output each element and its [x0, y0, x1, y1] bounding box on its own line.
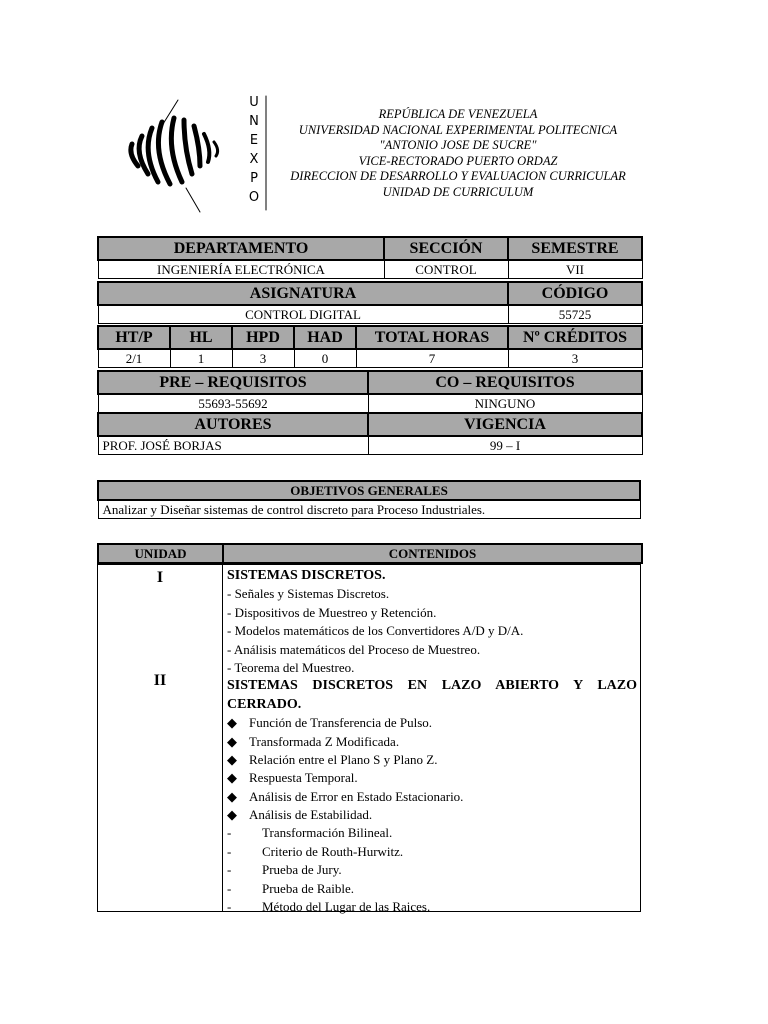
list-item-text: Función de Transferencia de Pulso.	[249, 715, 433, 731]
unidad-ii: II	[153, 672, 167, 689]
dash-bullet-icon: -	[227, 862, 232, 878]
co-requisitos-header: CO – REQUISITOS	[368, 371, 642, 394]
unexpo-emblem-icon	[118, 92, 270, 216]
list-item-text: Relación entre el Plano S y Plano Z.	[249, 751, 438, 767]
seccion-header: SECCIÓN	[384, 237, 508, 260]
creditos-header: Nº CRÉDITOS	[508, 326, 642, 349]
hpd-value: 3	[232, 349, 294, 368]
unidad-i: I	[156, 569, 164, 586]
list-item: - Señales y Sistemas Discretos.	[227, 586, 390, 602]
list-item-text: Transformada Z Modificada.	[249, 733, 400, 749]
departamento-header: DEPARTAMENTO	[98, 237, 384, 260]
subject-table	[97, 281, 643, 324]
total-horas-value: 7	[356, 349, 508, 368]
dash-bullet-icon: -	[227, 880, 232, 896]
sub-item	[227, 824, 637, 842]
section-title: SISTEMAS DISCRETOS.	[227, 568, 386, 583]
header-line: VICE-RECTORADO PUERTO ORDAZ	[358, 153, 558, 168]
list-item	[227, 806, 637, 824]
sub-item-text: Prueba de Raible.	[262, 880, 355, 896]
htp-value: 2/1	[98, 349, 170, 368]
sub-item-text: Prueba de Jury.	[262, 862, 342, 878]
list-item	[227, 769, 637, 787]
logo-letter: O	[248, 190, 260, 205]
sub-item	[227, 843, 637, 861]
pre-requisitos-value: 55693-55692	[98, 394, 368, 413]
list-item: - Modelos matemáticos de los Convertidores A/D y D/A.	[227, 623, 524, 639]
section-title: CERRADO.	[227, 696, 302, 712]
htp-header: HT/P	[98, 326, 170, 349]
diamond-bullet-icon: ◆	[227, 770, 237, 786]
logo-letter: P	[250, 171, 258, 186]
header-line: "ANTONIO JOSE DE SUCRE"	[379, 138, 537, 152]
hpd-header: HPD	[232, 326, 294, 349]
contenidos-list	[227, 567, 637, 916]
objetivos-text: Analizar y Diseñar sistemas de control discreto para Proceso Industriales.	[98, 500, 640, 519]
requisites-table	[97, 370, 643, 455]
list-item	[227, 733, 637, 751]
had-value: 0	[294, 349, 356, 368]
seccion-value: CONTROL	[384, 260, 508, 279]
logo-letter: U	[249, 95, 259, 110]
contenidos-body	[97, 564, 641, 915]
header-line: DIRECCION DE DESARROLLO Y EVALUACION CURRICULAR	[290, 169, 626, 183]
header-line: REPÚBLICA DE VENEZUELA	[378, 107, 538, 121]
logo-letter: X	[249, 152, 259, 167]
unidad-header: UNIDAD	[98, 544, 223, 563]
list-item: - Análisis matemáticos del Proceso de Muestreo.	[227, 641, 481, 657]
pre-requisitos-header: PRE – REQUISITOS	[98, 371, 368, 394]
list-item: - Teorema del Muestreo.	[227, 659, 355, 675]
dash-bullet-icon: -	[227, 843, 232, 859]
sub-item-text: Criterio de Routh-Hurwitz.	[262, 843, 404, 859]
hours-table	[97, 325, 643, 368]
sub-item	[227, 898, 637, 916]
vigencia-value: 99 – I	[368, 436, 642, 455]
diamond-bullet-icon: ◆	[227, 715, 237, 731]
department-table	[97, 236, 643, 279]
autores-value: PROF. JOSÉ BORJAS	[98, 436, 368, 455]
contenidos-header-table	[97, 543, 643, 564]
codigo-header: CÓDIGO	[508, 282, 642, 305]
objetivos-table	[97, 480, 641, 519]
list-item-text: Análisis de Estabilidad.	[249, 807, 373, 823]
column-divider	[222, 565, 223, 911]
hl-value: 1	[170, 349, 232, 368]
list-item-text: Respuesta Temporal.	[249, 770, 358, 786]
sub-item	[227, 861, 637, 879]
diamond-bullet-icon: ◆	[227, 751, 237, 767]
dash-bullet-icon: -	[227, 825, 232, 841]
header-line: UNIDAD DE CURRICULUM	[382, 184, 534, 199]
list-item	[227, 788, 637, 806]
unexpo-logo	[118, 92, 270, 216]
list-item	[227, 751, 637, 769]
codigo-value: 55725	[508, 305, 642, 324]
contenidos-header: CONTENIDOS	[223, 544, 642, 563]
asignatura-value: CONTROL DIGITAL	[98, 305, 508, 324]
had-header: HAD	[294, 326, 356, 349]
dash-bullet-icon: -	[227, 899, 232, 915]
section-title: SISTEMAS DISCRETOS EN LAZO ABIERTO Y LAZO	[227, 678, 637, 694]
semestre-value: VII	[508, 260, 642, 279]
institution-header	[280, 107, 636, 200]
autores-header: AUTORES	[98, 413, 368, 436]
hl-header: HL	[170, 326, 232, 349]
co-requisitos-value: NINGUNO	[368, 394, 642, 413]
vigencia-header: VIGENCIA	[368, 413, 642, 436]
diamond-bullet-icon: ◆	[227, 733, 237, 749]
diamond-bullet-icon: ◆	[227, 807, 237, 823]
total-horas-header: TOTAL HORAS	[356, 326, 508, 349]
logo-letter: N	[249, 114, 259, 129]
list-item	[227, 714, 637, 732]
list-item: - Dispositivos de Muestreo y Retención.	[227, 604, 437, 620]
logo-letter: E	[249, 133, 259, 148]
sub-item-text: Método del Lugar de las Raices.	[262, 899, 431, 915]
diamond-bullet-icon: ◆	[227, 788, 237, 804]
creditos-value: 3	[508, 349, 642, 368]
sub-item	[227, 880, 637, 898]
departamento-value: INGENIERÍA ELECTRÓNICA	[98, 260, 384, 279]
header-line: UNIVERSIDAD NACIONAL EXPERIMENTAL POLITECNICA	[298, 122, 618, 137]
sub-item-text: Transformación Bilineal.	[262, 825, 393, 841]
semestre-header: SEMESTRE	[508, 237, 642, 260]
asignatura-header: ASIGNATURA	[98, 282, 508, 305]
objetivos-header: OBJETIVOS GENERALES	[98, 481, 640, 500]
list-item-text: Análisis de Error en Estado Estacionario.	[249, 788, 464, 804]
